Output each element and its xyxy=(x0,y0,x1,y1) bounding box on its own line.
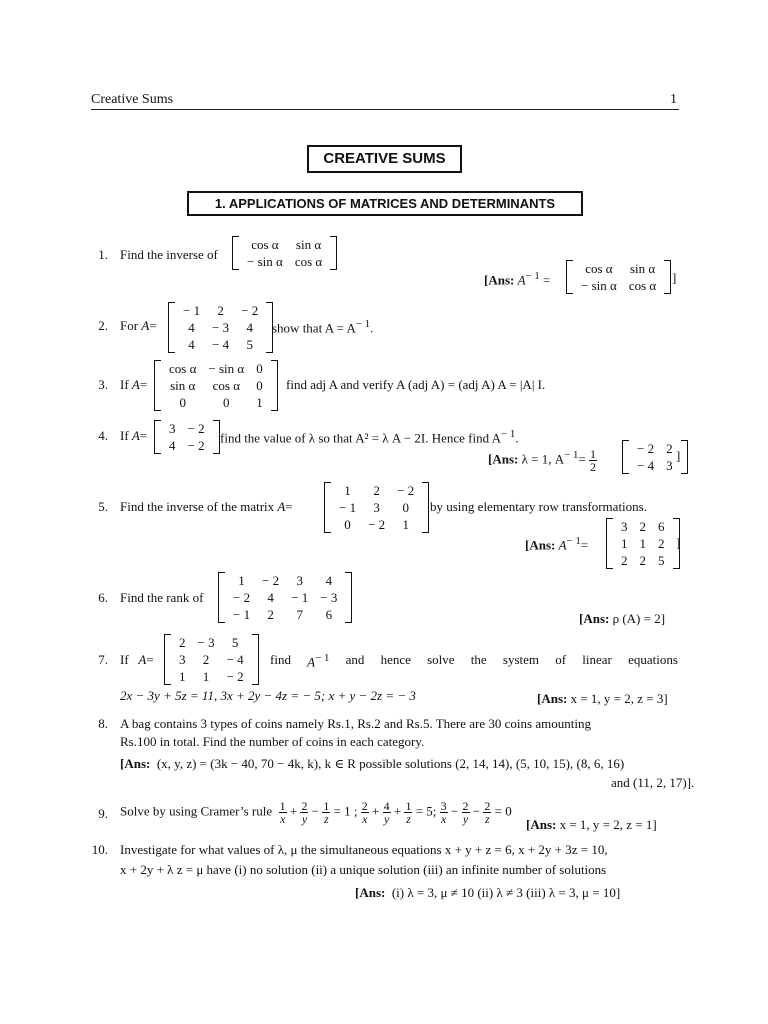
q7-number: 7. xyxy=(98,652,108,667)
q4-matrix: 3 − 2 4 − 2 xyxy=(154,420,220,454)
q2-number: 2. xyxy=(98,318,108,333)
q10-number: 10. xyxy=(91,842,108,857)
q1-answer-close: ] xyxy=(672,270,677,285)
q1-matrix: cos α sin α − sin α cos α xyxy=(232,236,337,270)
q5-answer-matrix: 3 2 6 1 1 2 2 2 5 xyxy=(606,518,680,569)
q5-number: 5. xyxy=(98,499,108,514)
q6-matrix: 1 − 2 3 4 − 2 4 − 1 − 3 − 1 2 7 6 xyxy=(218,572,352,623)
q5-answer-close: ] xyxy=(676,535,681,550)
q2-matrix: − 1 2 − 2 4 − 3 4 4 − 4 5 xyxy=(168,302,273,353)
q7-matrix: 2 − 3 5 3 2 − 4 1 1 − 2 xyxy=(164,634,259,685)
q3-statement: find adj A and verify A (adj A) = (adj A) A = |A| I. xyxy=(286,377,546,392)
q5-matrix: 1 2 − 2 − 1 3 0 0 − 2 1 xyxy=(324,482,429,533)
section-title: 1. APPLICATIONS OF MATRICES AND DETERMINANTS xyxy=(187,191,583,216)
q1-answer: [Ans: $A^{- 1}$ = xyxy=(484,270,551,288)
q8-line-2: Rs.100 in total. Find the number of coins in each category. xyxy=(120,734,425,749)
q1-answer-matrix: cos α sin α − sin α cos α xyxy=(566,260,671,294)
q8-number: 8. xyxy=(98,716,108,731)
q9-answer: [Ans: x = 1, y = 2, z = 1] xyxy=(526,817,657,832)
q4-answer-matrix: − 2 2 − 4 3 xyxy=(622,440,688,474)
q6-text: Find the rank of xyxy=(120,590,204,605)
q7-answer: [Ans: x = 1, y = 2, z = 3] xyxy=(537,691,668,706)
q4-prefix: If A= xyxy=(120,428,148,443)
chapter-title: CREATIVE SUMS xyxy=(307,145,462,173)
page-number: 1 xyxy=(670,92,677,107)
q7-prefix: If A= xyxy=(120,652,154,667)
q6-answer: [Ans: ρ (A) = 2] xyxy=(579,611,666,626)
q5-answer: [Ans: $A^{- 1}=$ xyxy=(525,535,589,553)
q3-matrix: cos α − sin α 0 sin α cos α 0 0 0 1 xyxy=(154,360,278,411)
q2-statement: show that $A = A^{- 1}$. xyxy=(272,318,374,336)
q4-answer: [Ans: λ = 1, $A^{- 1}=$ $\frac{1}{2}$ xyxy=(488,447,596,474)
header-rule xyxy=(91,109,679,110)
q3-number: 3. xyxy=(98,377,108,392)
q1-text: Find the inverse of xyxy=(120,247,218,262)
q7-equations: 2x − 3y + 5z = 11, 3x + 2y − 4z = − 5; x + y − 2z = − 3 xyxy=(120,688,416,703)
q8-answer: [Ans: (x, y, z) = (3k − 40, 70 − 4k, k), k ∈ R possible solutions (2, 14, 14), (5, 10, 15), (8, 6, 16) xyxy=(120,756,625,771)
q4-number: 4. xyxy=(98,428,108,443)
q8-answer-line-2: and (11, 2, 17)]. xyxy=(611,775,695,790)
q4-statement: find the value of λ so that A² = λ A − 2I. Hence find $A^{- 1}$. xyxy=(220,428,519,446)
q5-statement: by using elementary row transformations. xyxy=(430,499,647,514)
q3-prefix: If A= xyxy=(120,377,148,392)
q1-number: 1. xyxy=(98,247,108,262)
q10-answer: [Ans: (i) λ = 3, μ ≠ 10 (ii) λ ≠ 3 (iii) λ = 3, μ = 10] xyxy=(355,885,621,900)
running-header-title: Creative Sums xyxy=(91,92,174,107)
q4-answer-close: ] xyxy=(676,448,681,463)
q10-line-2: x + 2y + λ z = μ have (i) no solution (ii) a unique solution (iii) an infinite number of solutions xyxy=(120,862,607,877)
q8-line-1: A bag contains 3 types of coins namely Rs.1, Rs.2 and Rs.5. There are 30 coins amounting xyxy=(120,716,591,731)
q5-prefix: Find the inverse of the matrix A= xyxy=(120,499,293,514)
q6-number: 6. xyxy=(98,590,108,605)
q7-statement: find $A^{- 1}$ and hence solve the system of linear equations xyxy=(270,652,678,670)
q10-line-1: Investigate for what values of λ, μ the simultaneous equations x + y + z = 6, x + 2y + 3z = 10, xyxy=(120,842,608,857)
q9-statement: Solve by using Cramer’s rule $\frac{1}{x}$ + $\frac{2}{y}$ − $\frac{1}{z}$ = 1 ; $\frac{2}{x}$ + $\frac{4}{y}$ + $\frac{1}{z}$ = 5; $\frac{3}{x}$ − $\frac{2}{y}$ − $\frac{2}{z}$ = 0 xyxy=(120,799,512,826)
q2-prefix: For A= xyxy=(120,318,157,333)
q9-number: 9. xyxy=(98,806,108,821)
